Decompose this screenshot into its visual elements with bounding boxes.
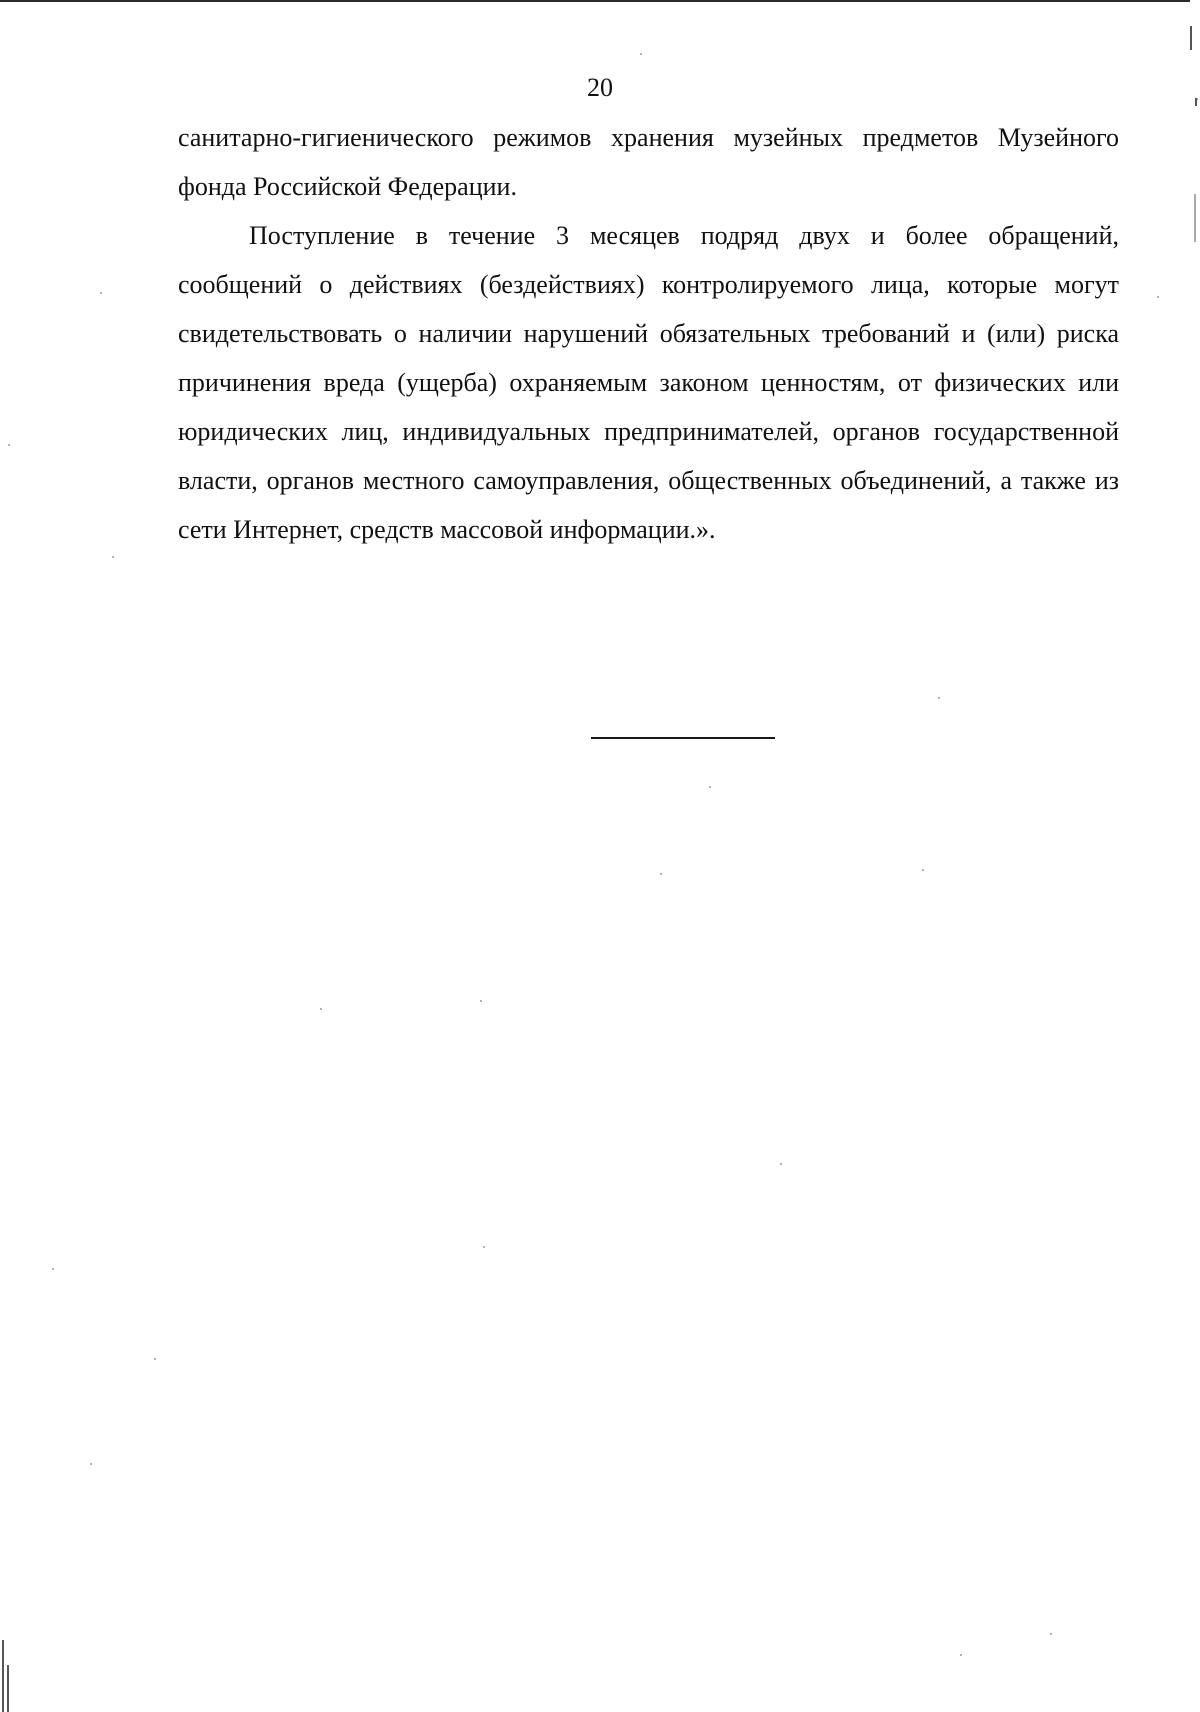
scan-speck	[483, 1246, 485, 1248]
paragraph-main	[178, 211, 1119, 554]
scan-speck	[112, 556, 114, 558]
scan-speck	[154, 1358, 156, 1360]
scan-edge-mark	[1194, 194, 1196, 242]
scan-speck	[709, 786, 711, 788]
scan-speck	[640, 53, 642, 55]
scan-edge-mark	[1190, 26, 1192, 50]
scan-speck	[780, 1163, 782, 1165]
scan-edge-mark	[7, 1665, 9, 1712]
scan-edge-mark	[1195, 98, 1197, 106]
end-of-text-rule	[591, 737, 775, 739]
scan-speck	[100, 292, 102, 294]
scan-speck	[960, 1654, 962, 1656]
scan-speck	[52, 1268, 54, 1270]
scan-speck	[90, 1463, 92, 1465]
scan-edge-mark	[2, 1640, 4, 1712]
paragraph-continuation	[178, 113, 1119, 211]
scan-speck	[480, 1000, 482, 1002]
scan-speck	[8, 444, 10, 446]
scan-speck	[660, 873, 662, 875]
page-number: 20	[587, 73, 613, 102]
scan-speck	[922, 869, 924, 871]
scan-speck	[1050, 1633, 1052, 1635]
scan-speck	[320, 1008, 322, 1010]
scan-speck	[938, 697, 940, 699]
top-border-line	[0, 0, 1190, 2]
scan-speck	[1157, 296, 1159, 298]
paragraph-text: санитарно-гигиенического режимов хранения музейных предметов Музейного фонда Российской Федерации.	[178, 123, 1119, 201]
paragraph-text: Поступление в течение 3 месяцев подряд двух и более обращений, сообщений о действиях (бездействиях) контролируемого лица, которые могут свидетельствовать о наличии нарушений обязательных требований и (или) риска причинения вреда (ущерба) охраняемым законом ценностям, от физических или юридических лиц, индивидуальных предпринимателей, органов государственной власти, органов местного самоуправления, общественных объединений, а также из сети Интернет, средств массовой информации.».	[178, 221, 1119, 544]
